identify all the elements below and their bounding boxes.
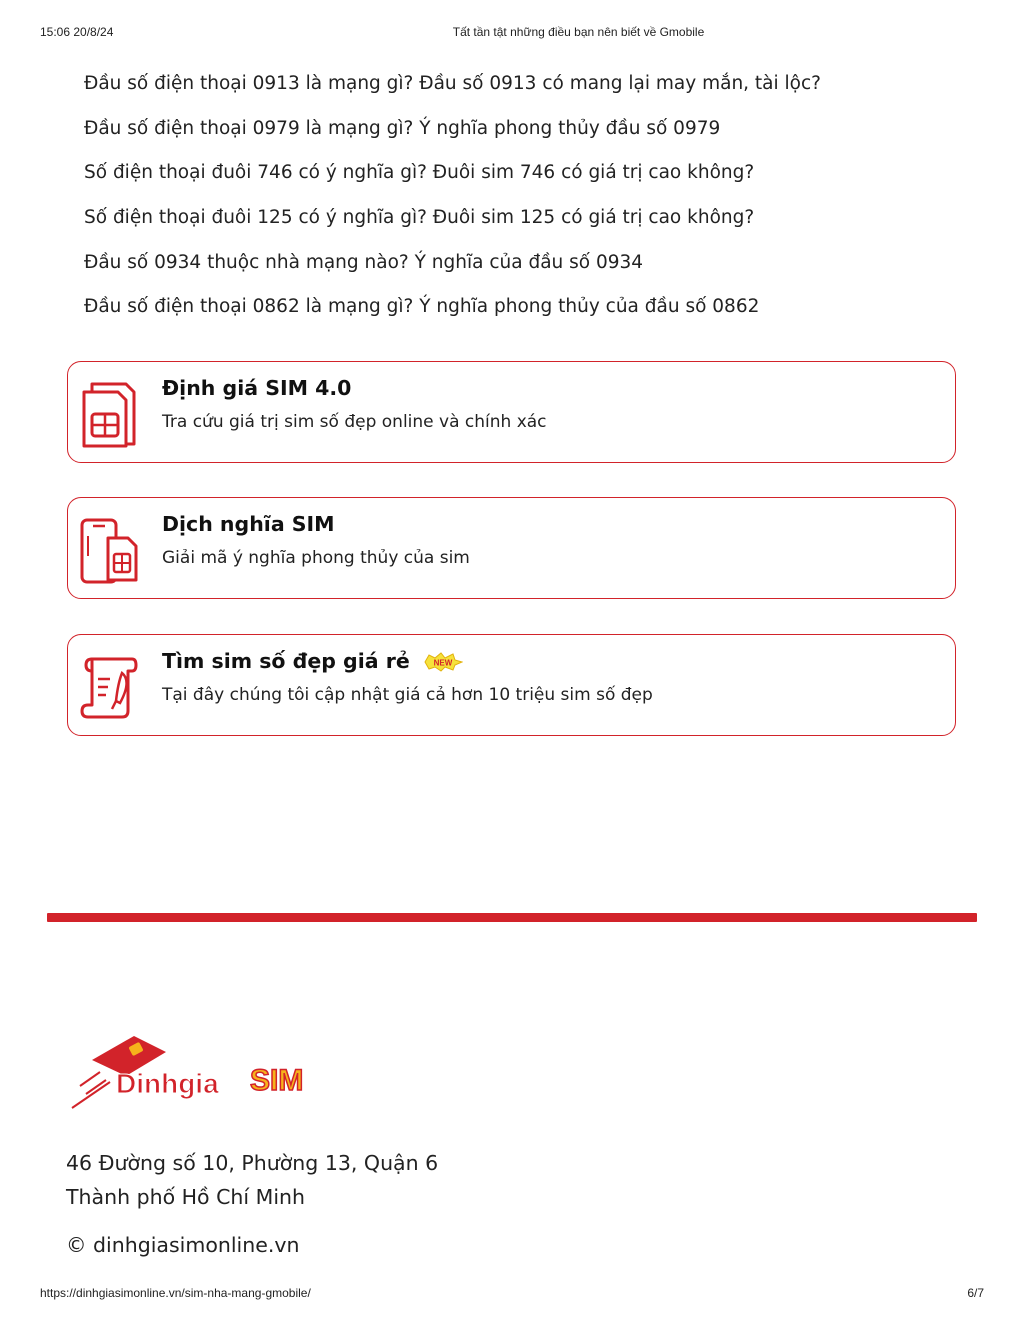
print-timestamp: 15:06 20/8/24 bbox=[40, 25, 114, 39]
article-link[interactable]: Số điện thoại đuôi 746 có ý nghĩa gì? Đuôi sim 746 có giá trị cao không? bbox=[84, 162, 755, 184]
print-title: Tất tần tật những điều bạn nên biết về Gmobile bbox=[452, 25, 705, 39]
svg-text:NEW: NEW bbox=[433, 658, 453, 668]
logo-text-dinhgia: Dinhgia bbox=[116, 1068, 219, 1099]
card-title bbox=[162, 649, 463, 673]
card-description: Giải mã ý nghĩa phong thủy của sim bbox=[162, 548, 470, 568]
copyright: © dinhgiasimonline.vn bbox=[66, 1233, 300, 1257]
address-line: 46 Đường số 10, Phường 13, Quận 6 bbox=[66, 1151, 439, 1175]
scroll-quill-icon bbox=[78, 653, 138, 721]
article-link[interactable]: Số điện thoại đuôi 125 có ý nghĩa gì? Đuôi sim 125 có giá trị cao không? bbox=[84, 207, 755, 229]
card-dinh-gia-sim[interactable] bbox=[67, 361, 956, 463]
article-link[interactable]: Đầu số 0934 thuộc nhà mạng nào? Ý nghĩa của đầu số 0934 bbox=[84, 251, 644, 273]
new-badge-icon bbox=[423, 652, 463, 672]
phone-sim-icon bbox=[78, 516, 138, 584]
footer-divider bbox=[47, 913, 977, 922]
address-line: Thành phố Hồ Chí Minh bbox=[66, 1185, 306, 1209]
card-title-text: Tìm sim số đẹp giá rẻ bbox=[162, 649, 410, 673]
article-link[interactable]: Đầu số điện thoại 0979 là mạng gì? Ý nghĩa phong thủy đầu số 0979 bbox=[84, 117, 721, 139]
article-link[interactable]: Đầu số điện thoại 0862 là mạng gì? Ý nghĩa phong thủy của đầu số 0862 bbox=[84, 296, 760, 318]
dinhgiasim-logo[interactable] bbox=[70, 1032, 340, 1112]
page-number: 6/7 bbox=[967, 1286, 984, 1300]
card-description: Tra cứu giá trị sim số đẹp online và chính xác bbox=[162, 412, 547, 432]
logo-text-sim: SIM bbox=[250, 1064, 304, 1097]
sim-card-icon bbox=[78, 380, 138, 448]
print-url: https://dinhgiasimonline.vn/sim-nha-mang-gmobile/ bbox=[40, 1286, 311, 1300]
cut-off-text bbox=[84, 28, 604, 38]
article-link[interactable]: Đầu số điện thoại 0913 là mạng gì? Đầu số 0913 có mang lại may mắn, tài lộc? bbox=[84, 73, 821, 94]
company-address bbox=[66, 1146, 438, 1214]
card-tim-sim-so-dep[interactable] bbox=[67, 634, 956, 736]
card-title: Định giá SIM 4.0 bbox=[162, 376, 352, 400]
card-title: Dịch nghĩa SIM bbox=[162, 512, 335, 536]
card-dich-nghia-sim[interactable] bbox=[67, 497, 956, 599]
card-description: Tại đây chúng tôi cập nhật giá cả hơn 10 triệu sim số đẹp bbox=[162, 685, 653, 705]
related-articles-list bbox=[84, 70, 964, 338]
